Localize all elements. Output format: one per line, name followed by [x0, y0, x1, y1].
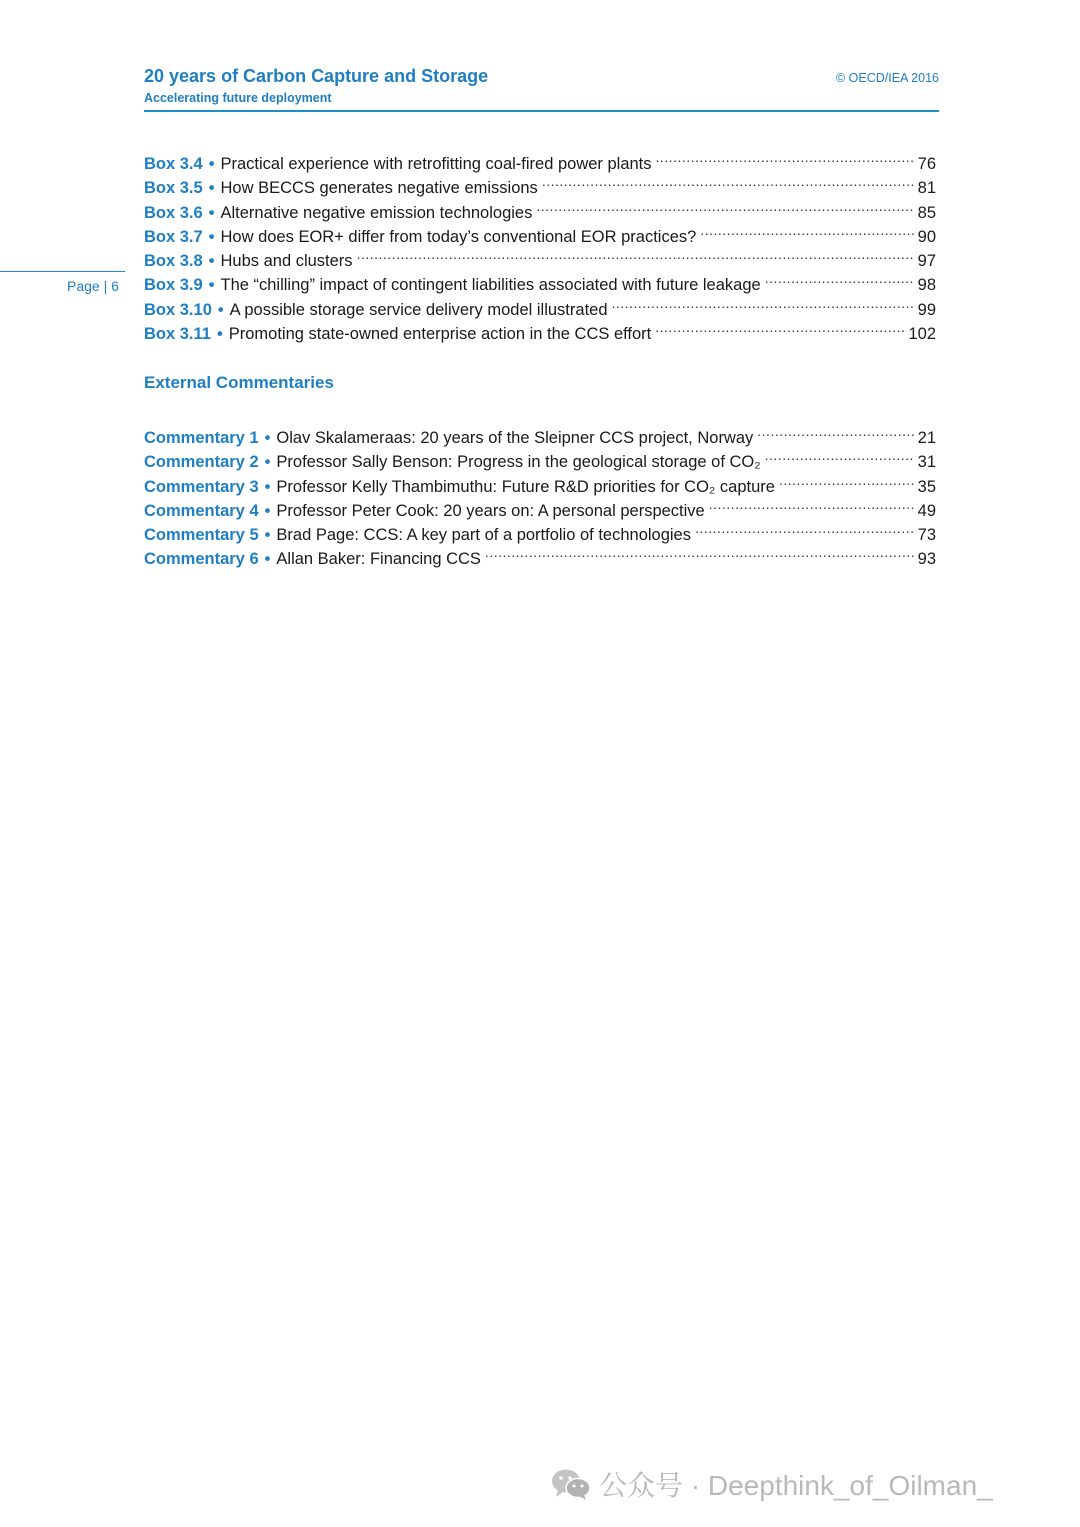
entry-title: Alternative negative emission technologies	[220, 203, 533, 222]
page-number: Page | 6	[67, 278, 119, 294]
dot-leader	[779, 468, 914, 492]
entry-page: 21	[917, 429, 936, 447]
commentaries-list	[144, 419, 936, 569]
dot-leader	[656, 145, 914, 169]
entry-label: Commentary 4	[144, 501, 259, 520]
entry-label: Commentary 1	[144, 429, 259, 447]
copyright-notice: © OECD/IEA 2016	[835, 71, 939, 85]
entry-title: Professor Sally Benson: Progress in the geological storage of CO₂	[276, 453, 761, 472]
bullet: •	[264, 477, 271, 496]
entry-page: 35	[917, 477, 936, 496]
entry-label: Commentary 6	[144, 550, 259, 569]
bullet: •	[264, 501, 271, 520]
entry-page: 85	[917, 203, 936, 222]
entry-title: Practical experience with retrofitting coal-fired power plants	[220, 155, 652, 173]
entry-page: 97	[917, 252, 936, 271]
bullet: •	[208, 155, 215, 173]
toc-entry[interactable]	[144, 145, 936, 173]
dot-leader	[542, 169, 914, 193]
entry-title: Promoting state-owned enterprise action in the CCS effort	[228, 325, 652, 344]
entry-page: 81	[917, 179, 936, 198]
bullet: •	[208, 203, 215, 222]
page-header	[144, 64, 939, 112]
bullet: •	[264, 550, 271, 569]
entry-label: Box 3.11	[144, 325, 211, 344]
entry-page: 31	[917, 453, 936, 472]
entry-label: Box 3.9	[144, 276, 203, 295]
dot-leader	[765, 266, 914, 290]
section-heading: External Commentaries	[144, 373, 334, 392]
entry-label: Box 3.4	[144, 155, 203, 173]
entry-title: Hubs and clusters	[220, 252, 353, 271]
bullet: •	[208, 276, 215, 295]
entry-page: 76	[917, 155, 936, 173]
bullet: •	[264, 429, 271, 447]
entry-label: Box 3.5	[144, 179, 203, 198]
entry-page: 49	[917, 501, 936, 520]
entry-page: 93	[917, 550, 936, 569]
entry-label: Box 3.7	[144, 227, 203, 246]
entry-title: Professor Kelly Thambimuthu: Future R&D priorities for CO₂ capture	[276, 477, 775, 496]
entry-page: 98	[917, 276, 936, 295]
dot-leader	[700, 218, 913, 242]
entry-title: How does EOR+ differ from today’s conventional EOR practices?	[220, 227, 697, 246]
entry-title: Olav Skalameraas: 20 years of the Sleipner CCS project, Norway	[276, 429, 754, 447]
wechat-icon	[551, 1467, 591, 1501]
entry-title: Professor Peter Cook: 20 years on: A personal perspective	[276, 501, 705, 520]
entry-page: 102	[908, 325, 936, 344]
bullet: •	[208, 179, 215, 198]
entry-label: Commentary 3	[144, 477, 259, 496]
margin-rule	[0, 271, 125, 272]
dot-leader	[612, 291, 914, 315]
dot-leader	[695, 516, 914, 540]
entry-page: 90	[917, 227, 936, 246]
document-subtitle: Accelerating future deployment	[144, 91, 332, 105]
entry-title: A possible storage service delivery model illustrated	[229, 300, 608, 319]
entry-label: Box 3.10	[144, 300, 212, 319]
bullet: •	[264, 453, 271, 472]
entry-title: Brad Page: CCS: A key part of a portfolio of technologies	[276, 526, 691, 545]
entry-title: How BECCS generates negative emissions	[220, 179, 538, 198]
document-title: 20 years of Carbon Capture and Storage	[144, 66, 489, 86]
bullet: •	[208, 252, 215, 271]
entry-label: Commentary 5	[144, 526, 259, 545]
watermark-text: 公众号 · Deepthink_of_Oilman_	[599, 1470, 993, 1501]
boxes-list	[144, 145, 936, 344]
dot-leader	[357, 242, 914, 266]
bullet: •	[208, 227, 215, 246]
entry-title: The “chilling” impact of contingent liabilities associated with future leakage	[220, 276, 761, 295]
bullet: •	[264, 526, 271, 545]
dot-leader	[757, 419, 913, 443]
dot-leader	[536, 194, 913, 218]
dot-leader	[709, 492, 914, 516]
entry-label: Box 3.8	[144, 252, 203, 271]
toc-entry[interactable]	[144, 540, 936, 569]
entry-label: Box 3.6	[144, 203, 203, 222]
entry-title: Allan Baker: Financing CCS	[276, 550, 481, 569]
entry-label: Commentary 2	[144, 453, 259, 472]
toc-entry[interactable]	[144, 419, 936, 447]
dot-leader	[655, 315, 904, 339]
entry-page: 73	[917, 526, 936, 545]
bullet: •	[216, 325, 223, 344]
watermark	[551, 1464, 993, 1504]
bullet: •	[217, 300, 224, 319]
dot-leader	[765, 443, 914, 467]
entry-page: 99	[917, 300, 936, 319]
dot-leader	[485, 540, 914, 564]
